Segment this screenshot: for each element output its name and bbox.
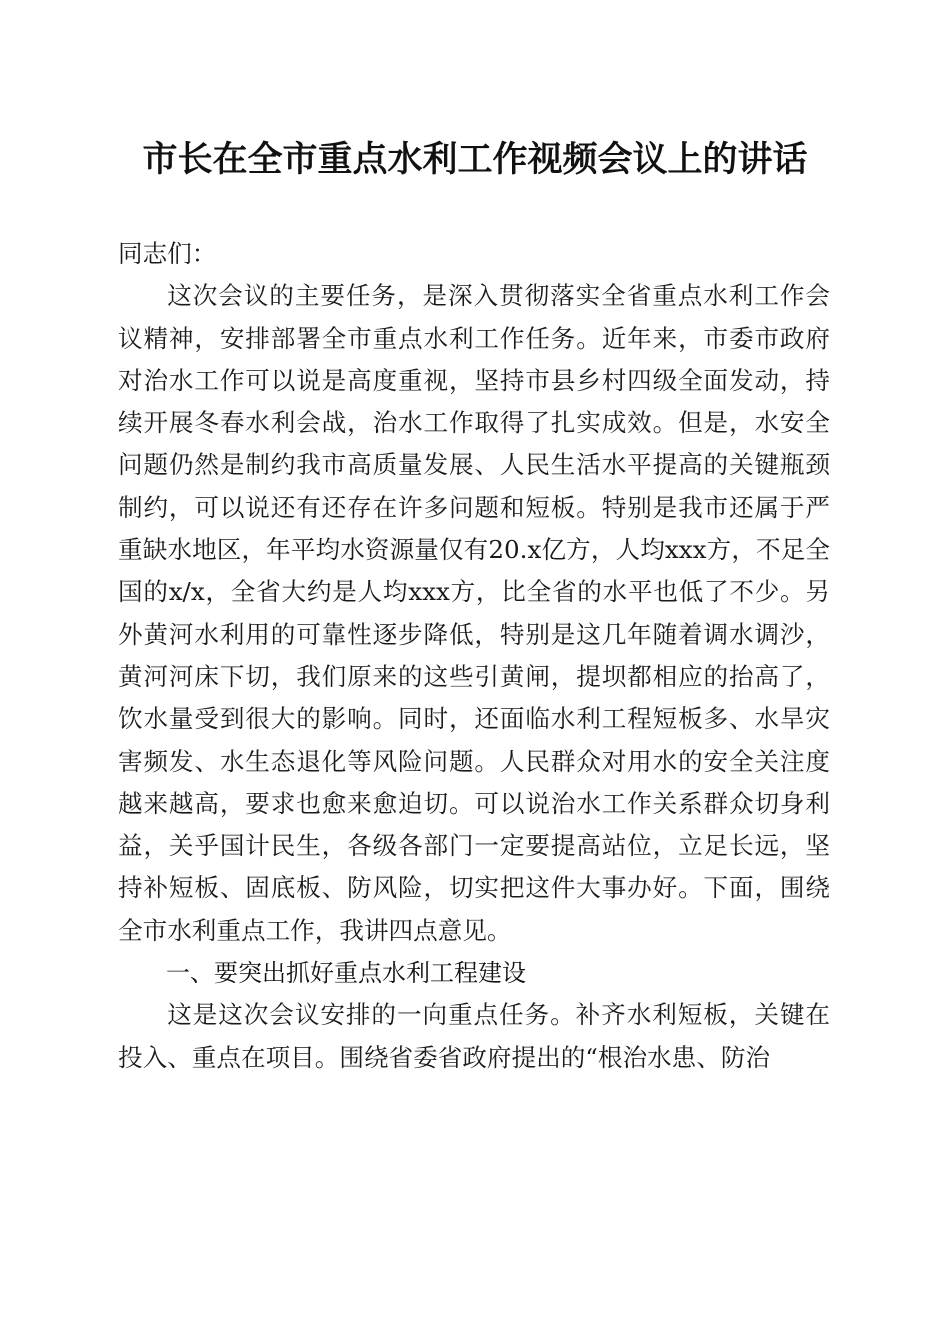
- salutation: 同志们：: [118, 239, 217, 268]
- intro-paragraph: 这次会议的主要任务，是深入贯彻落实全省重点水利工作会议精神，安排部署全市重点水利工作任务。近年来，市委市政府对治水工作可以说是高度重视，坚持市县乡村四级全面发动，持续开展冬春水利会战，治水工作取得了扎实成效。但是，水安全问题仍然是制约我市高质量发展、人民生活水平提高的关键瓶颈制约，可以说还有还存在许多问题和短板。特别是我市还属于严重缺水地区，年平均水资源量仅有20.x亿方，人均xxx方，不足全国的x/x，全省大约是人均xxx方，比全省的水平也低了不少。另外黄河水利用的可靠性逐步降低，特别是这几年随着调水调沙，黄河河床下切，我们原来的这些引黄闸，提坝都相应的抬高了，饮水量受到很大的影响。同时，还面临水利工程短板多、水旱灾害频发、水生态退化等风险问题。人民群众对用水的安全关注度越来越高，要求也愈来愈迫切。可以说治水工作关系群众切身利益，关乎国计民生，各级各部门一定要提高站位，立足长远，坚持补短板、固底板、防风险，切实把这件大事办好。下面，围绕全市水利重点工作，我讲四点意见。: [118, 281, 830, 945]
- document-title: 市长在全市重点水利工作视频会议上的讲话: [142, 139, 808, 180]
- document-body: [118, 233, 830, 1079]
- section-heading: 一、要突出抓好重点水利工程建设: [166, 959, 526, 988]
- section-paragraph: 这是这次会议安排的一向重点任务。补齐水利短板，关键在投入、重点在项目。围绕省委省政府提出的“根治水患、防治: [118, 1000, 830, 1072]
